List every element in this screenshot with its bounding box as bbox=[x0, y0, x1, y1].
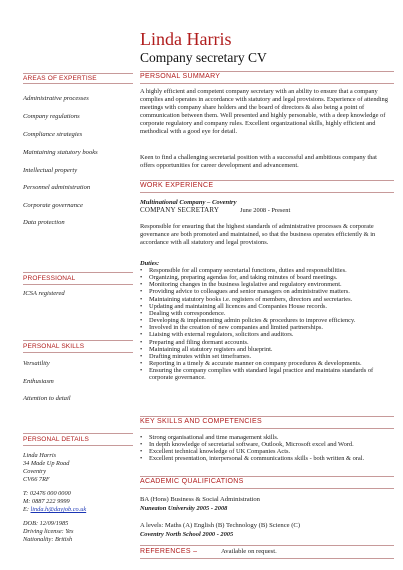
list-item: • Updating and maintaining all licences and Companies House records. bbox=[140, 303, 395, 310]
contact-telephone: T: 02476 000 0000 bbox=[23, 490, 71, 497]
list-item: • Excellent presentation, interpersonal & communications skills - both written & oral. bbox=[140, 455, 395, 462]
contact-city: Coventry bbox=[23, 468, 47, 475]
divider bbox=[23, 352, 133, 353]
expertise-item: Personnel administration bbox=[23, 184, 91, 191]
contact-nationality: Nationality: British bbox=[23, 536, 73, 543]
list-item: • Drafting minutes within set timeframes. bbox=[140, 353, 395, 360]
list-item: • Strong organisational and time management skills. bbox=[140, 434, 395, 441]
divider bbox=[140, 488, 394, 489]
list-item: • Maintaining all statutory registers and blueprint. bbox=[140, 346, 395, 353]
list-item: • In depth knowledge of secretarial software, Outlook, Microsoft excel and Word. bbox=[140, 441, 395, 448]
expertise-item: Company regulations bbox=[23, 113, 80, 120]
list-item: • Responsible for all company secretarial functions, duties and responsibilities. bbox=[140, 267, 395, 274]
divider bbox=[140, 428, 394, 429]
school: Coventry North School 2000 - 2005 bbox=[140, 531, 234, 538]
contact-name: Linda Harris bbox=[23, 452, 57, 459]
divider bbox=[140, 476, 394, 477]
divider bbox=[23, 340, 133, 341]
expertise-item: Administrative processes bbox=[23, 95, 89, 102]
employer: Multinational Company – Coventry bbox=[140, 199, 237, 206]
list-item: • Dealing with correspondence. bbox=[140, 310, 395, 317]
contact-email-row bbox=[23, 506, 86, 513]
divider bbox=[23, 445, 133, 446]
contact-licence: Driving license: Yes bbox=[23, 528, 74, 535]
experience-heading: WORK EXPERIENCE bbox=[140, 182, 214, 189]
list-item: • Excellent technical knowledge of UK Companies Acts. bbox=[140, 448, 395, 455]
divider bbox=[23, 433, 133, 434]
list-item: • Involved in the creation of new companies and limited partnerships. bbox=[140, 324, 395, 331]
contact-postcode: CV66 7RF bbox=[23, 476, 50, 483]
personal-skill-item: Versatility bbox=[23, 360, 50, 367]
degree: BA (Hons) Business & Social Administration bbox=[140, 496, 260, 503]
duties-list bbox=[140, 267, 395, 382]
personal-skill-item: Attention to detail bbox=[23, 395, 71, 402]
personal-skill-item: Enthusiasm bbox=[23, 378, 54, 385]
skills-heading: KEY SKILLS AND COMPETENCIES bbox=[140, 418, 262, 425]
education-heading: ACADEMIC QUALIFICATIONS bbox=[140, 478, 244, 485]
a-levels: A levels: Maths (A) English (B) Technology (B) Science (C) bbox=[140, 522, 301, 529]
cv-subtitle: Company secretary CV bbox=[140, 50, 267, 65]
job-title: COMPANY SECRETARY bbox=[140, 206, 220, 214]
list-item: • Ensuring the company complies with standard legal practice and maintains standards of corporate governance. bbox=[140, 367, 395, 381]
summary-paragraph: Keen to find a challenging secretarial position with a successful and ambitious company that offers opportunities for career development and advancement. bbox=[140, 154, 377, 169]
university: Nuneaton University 2005 - 2008 bbox=[140, 505, 228, 512]
contact-mobile: M: 0887 222 9999 bbox=[23, 498, 70, 505]
summary-paragraph: A highly efficient and competent company secretary with an ability to ensure that a company complies and operates in accordance with statutory and legal provisions. Experience of attending meetings with company share holders and the board of directors & also being a point of communication between them. Well presented and highly personable, with a deep knowledge of corporate regulatory and company rules. Excellent organizational skills, highly efficient and methodical with a good eye for detail. bbox=[140, 88, 388, 135]
email-link[interactable]: linda.h@dayjob.co.uk bbox=[30, 506, 87, 513]
list-item: • Developing & implementing admin policies & procedures to improve efficiency. bbox=[140, 317, 395, 324]
list-item: • Liaising with external regulators, solicitors and auditors. bbox=[140, 331, 395, 338]
references-heading: REFERENCES – bbox=[140, 548, 198, 555]
expertise-item: Maintaining statutory books bbox=[23, 149, 98, 156]
contact-address: 34 Made Up Road bbox=[23, 460, 70, 467]
divider bbox=[140, 416, 394, 417]
job-description: Responsible for ensuring that the highest standards of administrative processes & corporate governance are both promoted and maintained, so that the business operates efficiently & in accordance with all statutory and legal provisions. bbox=[140, 223, 376, 246]
list-item: • Preparing and filing dormant accounts. bbox=[140, 339, 395, 346]
skills-list bbox=[140, 434, 395, 463]
contact-dob: DOB: 12/09/1985 bbox=[23, 520, 69, 527]
list-item: • Maintaining statutory books i.e. registers of members, directors and secretaries. bbox=[140, 296, 395, 303]
personal-details-heading: PERSONAL DETAILS bbox=[23, 436, 89, 443]
divider bbox=[23, 73, 133, 74]
expertise-item: Corporate governance bbox=[23, 202, 83, 209]
divider bbox=[23, 83, 133, 84]
list-item: • Monitoring changes in the business legislative and regulatory environment. bbox=[140, 281, 395, 288]
divider bbox=[140, 558, 394, 559]
divider bbox=[140, 180, 394, 181]
expertise-item: Data protection bbox=[23, 219, 65, 226]
expertise-item: Compliance strategies bbox=[23, 131, 83, 138]
duties-label: Duties: bbox=[140, 260, 160, 267]
professional-heading: PROFESSIONAL bbox=[23, 275, 76, 282]
expertise-heading: AREAS OF EXPERTISE bbox=[23, 75, 97, 82]
list-item: • Reporting in a timely & accurate manner on company procedures & developments. bbox=[140, 360, 395, 367]
divider bbox=[140, 192, 394, 193]
cv-name: Linda Harris bbox=[140, 29, 232, 49]
references-text: Available on request. bbox=[221, 548, 277, 555]
expertise-item: Intellectual property bbox=[23, 167, 78, 174]
job-dates: June 2008 - Present bbox=[240, 207, 291, 214]
divider bbox=[23, 272, 133, 273]
personal-skills-heading: PERSONAL SKILLS bbox=[23, 343, 85, 350]
divider bbox=[140, 83, 394, 84]
email-label: E: bbox=[23, 506, 31, 513]
divider bbox=[23, 284, 133, 285]
list-item: • Providing advice to colleagues and senior managers on administrative matters. bbox=[140, 288, 395, 295]
divider bbox=[140, 71, 394, 72]
professional-item: ICSA registered bbox=[23, 290, 65, 297]
summary-heading: PERSONAL SUMMARY bbox=[140, 73, 221, 80]
divider bbox=[140, 545, 394, 546]
list-item: • Organizing, preparing agendas for, and taking minutes of board meetings. bbox=[140, 274, 395, 281]
